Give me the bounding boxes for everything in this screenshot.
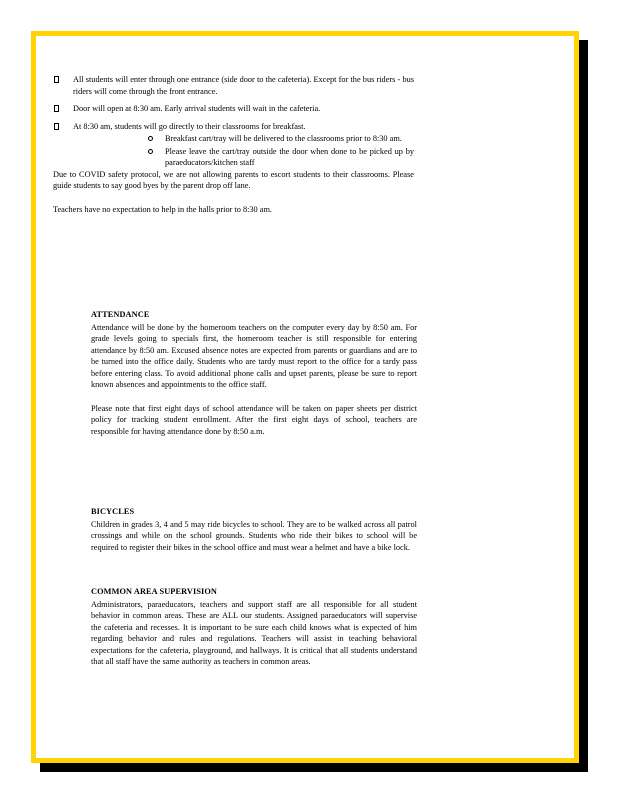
teachers-line: Teachers have no expectation to help in the halls prior to 8:30 am.: [53, 204, 272, 214]
sub-bullet-item: [73, 146, 414, 169]
covid-paragraph: Due to COVID safety protocol, we are not allowing parents to escort students to their classrooms. Please guide students to say good byes by the parent drop off lane.: [53, 169, 414, 190]
bullet-text: All students will enter through one entrance (side door to the cafeteria). Except for the bus riders - bus riders will come through the front entrance.: [73, 75, 414, 96]
bullet-item: [54, 103, 414, 115]
document-page: [31, 31, 579, 763]
sub-bullet-text: Breakfast cart/tray will be delivered to the classrooms prior to 8:30 am.: [165, 134, 402, 143]
sub-bullet-text: Please leave the cart/tray outside the door when done to be picked up by paraeducators/kitchen staff: [165, 146, 414, 167]
bullet-box-icon: [54, 105, 59, 112]
attendance-paragraph-2: Please note that first eight days of school attendance will be taken on paper sheets per district policy for tracking student enrollment. After the first eight days of school, teachers are responsible for having attendance done by 8:50 a.m.: [91, 403, 417, 436]
bullet-box-icon: [54, 76, 59, 83]
bicycles-section: [91, 506, 417, 553]
common-area-paragraph: Administrators, paraeducators, teachers and support staff are all responsible for all student behavior in common areas. These are ALL our students. Assigned paraeducators will supervise the cafeteria and recesses. It is important to be sure each child knows what is expected of him regarding behavior and rules and regulations. Teachers will assist in teaching behavioral expectations for the cafeteria, playground, and hallways. It is critical that all students understand that all staff have the same authority as teachers in common areas.: [91, 599, 417, 666]
circle-bullet-icon: [148, 136, 153, 141]
bullet-item: [54, 74, 414, 97]
bullet-text: Door will open at 8:30 am. Early arrival students will wait in the cafeteria.: [73, 104, 321, 113]
attendance-paragraph-1: Attendance will be done by the homeroom teachers on the computer every day by 8:50 am. For grade levels going to specials first, the homeroom teacher is still responsible for entering attendance by 8:50 am. Excused absence notes are expected from parents or guardians and are to be turned into the office daily. Students who are tardy must report to the office for a tardy pass before entering class. To avoid additional phone calls and upset parents, please be sure to report known absences and appointments to the office staff.: [91, 322, 417, 389]
bullet-text: At 8:30 am, students will go directly to their classrooms for breakfast.: [73, 121, 306, 131]
common-area-section: [91, 586, 417, 668]
attendance-section: [91, 309, 417, 437]
intro-block: [54, 74, 414, 215]
bullet-box-icon: [54, 123, 59, 130]
bicycles-paragraph: Children in grades 3, 4 and 5 may ride bicycles to school. They are to be walked across all patrol crossings and while on the school grounds. Students who ride their bikes to school will be required to register their bikes in the school office and must wear a helmet and have a bike lock.: [91, 519, 417, 552]
common-area-heading: COMMON AREA SUPERVISION: [91, 587, 218, 596]
circle-bullet-icon: [148, 149, 153, 154]
bullet-item: [54, 121, 414, 169]
sub-bullet-item: [73, 133, 414, 145]
attendance-heading: ATTENDANCE: [91, 310, 150, 319]
bicycles-heading: BICYCLES: [91, 507, 135, 516]
